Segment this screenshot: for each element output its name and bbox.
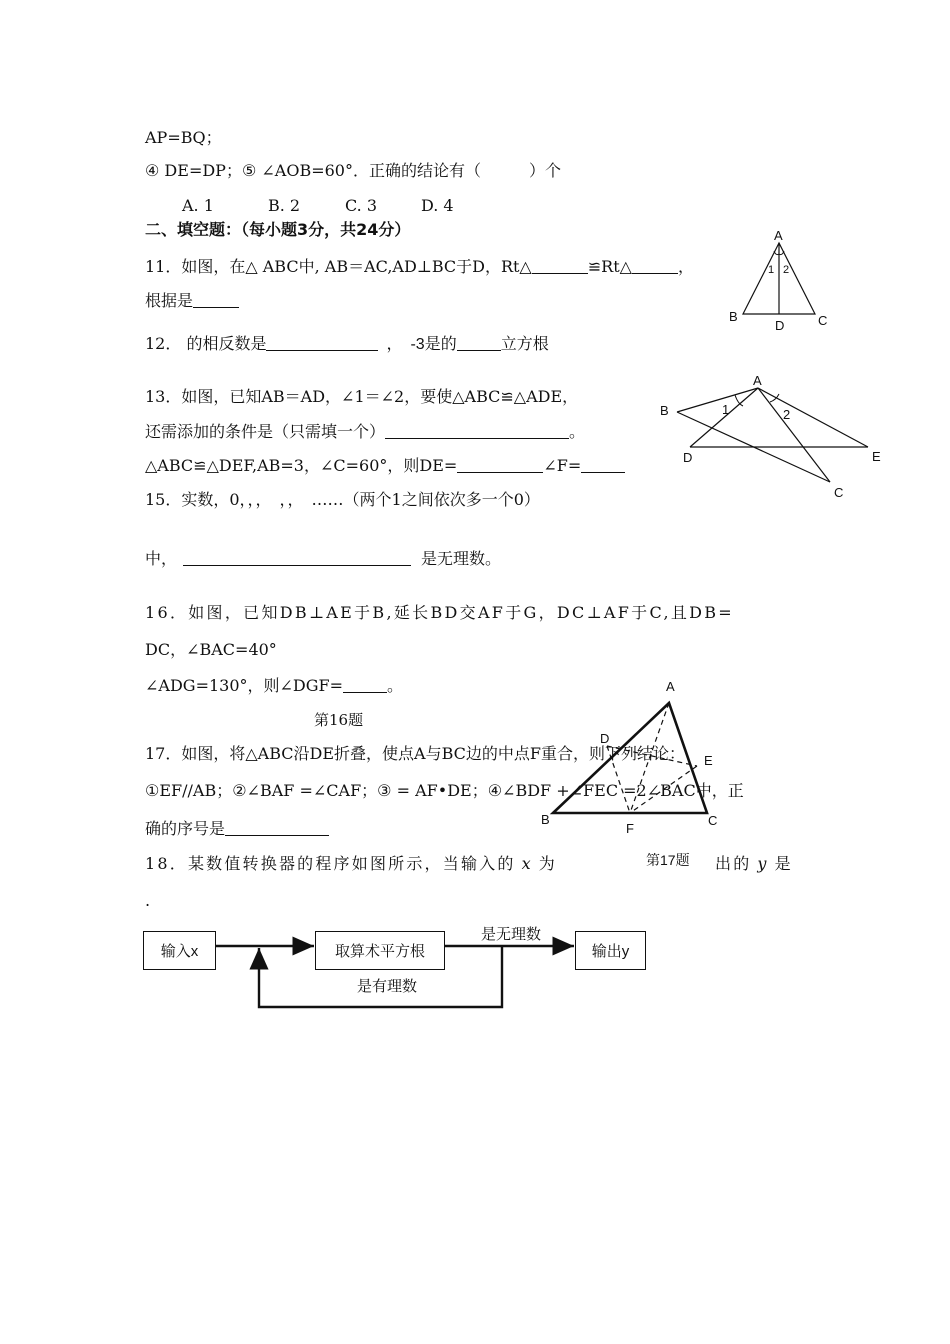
q18-text-c: 出的 [715,854,752,873]
q13-text-end: 。 [569,422,586,441]
q15-line1: 15．实数，0，，， ，， ……（两个1之间依次多一个0） [145,490,540,509]
flowchart-output-label: 输出y [591,943,630,960]
q18-line2: . [145,891,151,910]
q16-line1: 16．如图，已知DB⊥AE于B,延长BD交AF于G，DC⊥AF于C,且DB= [145,603,735,622]
flowchart-irrational-label: 是无理数 [481,926,542,943]
flowchart-process-label: 取算术平方根 [334,943,425,960]
q15-text-a: 中， [145,549,178,568]
q13-label-d: D [683,450,693,465]
flowchart-input-label: 输入x [160,943,199,960]
q12-text-a: 12． 的相反数是 [145,334,267,353]
flowchart-rational-label: 是有理数 [357,978,418,995]
q10-option-c: C. 3 [345,196,378,215]
q11-label-c: C [818,313,828,328]
q10-line2: ④ DE=DP；⑤ ∠AOB=60°．正确的结论有（ ）个 [145,161,561,180]
q17-text-a: 确的序号是 [145,819,226,838]
q18-text-a: 18．某数值转换器的程序如图所示，当输入的 [145,854,516,873]
q18-var-y: y [757,854,769,873]
q16-caption: 第16题 [314,711,364,729]
q18-text-d: 是 [774,854,793,873]
q17-caption: 第17题 [646,852,690,868]
q12-text-b: ， [386,336,403,353]
q17-label-b: B [541,812,550,827]
q10-option-a: A. 1 [182,196,214,215]
flowchart-input-box [143,931,216,970]
q11-text-b: ≌Rt△ [587,257,632,276]
q17-label-c: C [708,813,718,828]
q16-text-end: 。 [387,676,404,695]
q17-line2: ①EF//AB；②∠BAF =∠CAF；③ = AF•DE；④∠BDF +∠FEC =2∠BAC中，正 [145,781,744,800]
q13-line1: 13．如图，已知AB＝AD，∠1＝∠2，要使△ABC≌△ADE， [145,387,579,406]
flowchart-process-box [315,931,445,970]
q13-label-angle2: 2 [783,407,791,422]
q17-label-a: A [666,679,675,694]
q11-text-a: 11．如图，在△ ABC中, AB＝AC,AD⊥BC于D，Rt△ [145,257,532,276]
q17-label-d: D [600,731,610,746]
q11-label-a: A [774,228,783,243]
q11-label-b: B [729,309,738,324]
q14-text-b: ∠F= [543,456,582,475]
q11-text-c: ， [677,257,694,276]
q10-line1: AP=BQ； [145,128,222,147]
section-title: 二、填空题：（每小题3分，共24分） [145,220,411,239]
q10-option-b: B. 2 [268,196,301,215]
q13-label-c: C [834,485,844,500]
q16-text-a: ∠ADG=130°，则∠DGF= [145,676,344,695]
q15-text-b: 是无理数。 [421,549,502,568]
q18-var-x: x [521,854,533,873]
q12-text-d: 立方根 [500,334,549,353]
q13-label-a: A [753,373,762,388]
q18-text-b: 为 [538,854,557,873]
q13-label-e: E [872,449,881,464]
q13-label-b: B [660,403,669,418]
q10-option-d: D. 4 [421,196,454,215]
flowchart-output-box [575,931,646,970]
q11-label-angle1: 1 [768,264,775,276]
q14-text-a: △ABC≌△DEF,AB=3，∠C=60°，则DE= [145,456,458,475]
q11-reason-label: 根据是 [145,291,194,310]
q12-text-c: -3是的 [410,336,457,353]
q13-label-angle1: 1 [722,402,730,417]
q17-label-e: E [704,753,713,768]
q17-line1: 17．如图，将△ABC沿DE折叠，使点A与BC边的中点F重合，则下列结论： [145,744,685,763]
q11-label-angle2: 2 [783,264,790,276]
q16-line2: DC，∠BAC=40° [145,640,277,659]
q13-text-a: 还需添加的条件是（只需填一个） [145,422,386,441]
q11-label-d: D [775,318,785,333]
q17-label-f: F [626,821,634,836]
